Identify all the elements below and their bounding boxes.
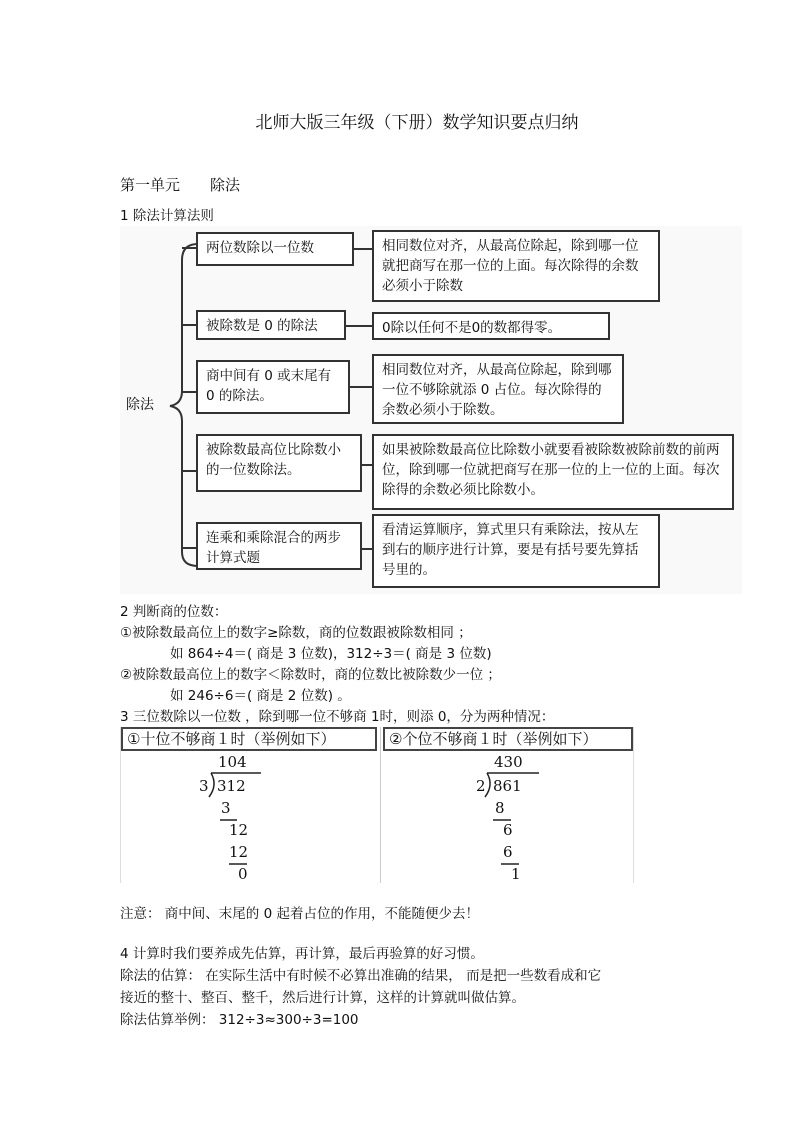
- rule-left-box-2: 被除数是 0 的除法: [196, 310, 346, 340]
- case1-divisor: 3: [199, 777, 209, 795]
- rule-right-box-1: 相同数位对齐，从最高位除起，除到哪一位就把商写在那一位的上面。每次除得的余数必须小于除数: [372, 230, 660, 302]
- rule-right-box-2: 0除以任何不是0的数都得零。: [372, 312, 610, 340]
- unit-topic: 除法: [210, 176, 241, 194]
- arrow-2: [346, 325, 374, 327]
- case2-step-3: 6: [503, 843, 513, 861]
- case2-division-bracket-icon: [121, 727, 633, 883]
- note-text: 注意： 商中间、末尾的 0 起着占位的作用，不能随便少去！: [120, 906, 479, 922]
- case2-step-1: 8: [495, 799, 505, 817]
- case1-quotient: 104: [218, 753, 247, 771]
- division-rules-diagram: [120, 226, 742, 594]
- estimation-line-2: 接近的整十、整百、整千，然后进行计算，这样的计算就叫做估算。: [120, 990, 525, 1006]
- rule-left-box-4: 被除数最高位比除数小的一位数除法。: [196, 434, 362, 492]
- rule-right-box-3: 相同数位对齐，从最高位除起，除到哪一位不够除就添 0 占位。每次除得的余数必须小于除数。: [372, 354, 624, 424]
- case1-label: ①十位不够商１时（举例如下）: [121, 727, 377, 751]
- arrow-3: [350, 386, 374, 388]
- rule-left-box-5: 连乘和乘除混合的两步计算式题: [196, 522, 362, 570]
- estimation-line-1: 除法的估算： 在实际生活中有时候不必算出准确的结果， 而是把一些数看成和它: [120, 968, 602, 984]
- case2-quotient: 430: [494, 753, 523, 771]
- case2-label: ②个位不够商１时（举例如下）: [383, 727, 633, 751]
- unit-heading: [120, 174, 240, 195]
- case2-divisor: 2: [476, 777, 486, 795]
- case1-step-4: 0: [238, 865, 248, 883]
- estimation-example: 除法估算举例： 312÷3≈300÷3=100: [120, 1012, 359, 1028]
- long-division-examples: [120, 727, 634, 883]
- case2-step-2: 6: [503, 821, 513, 839]
- rule-left-box-1: 两位数除以一位数: [196, 232, 354, 266]
- rule2-text: ②被除数最高位上的数字＜除数时，商的位数比被除数少一位 ；: [120, 667, 501, 683]
- example2-text: 如 246÷6＝( 商是 2 位数) 。: [170, 688, 351, 704]
- rule-right-box-5: 看清运算顺序，算式里只有乘除法，按从左到右的顺序进行计算，要是有括号要先算括号里的。: [372, 514, 660, 588]
- case1-step-1: 3: [221, 799, 231, 817]
- unit-name: 第一单元: [120, 176, 181, 194]
- case1-step-3: 12: [229, 843, 249, 861]
- section2-heading: 2 判断商的位数：: [120, 604, 228, 620]
- case1-dividend: 312: [217, 777, 246, 795]
- section1-heading: 1 除法计算法则: [120, 208, 214, 224]
- diagram-root-label: 除法: [126, 397, 154, 413]
- arrow-1: [354, 248, 374, 250]
- rule1-text: ①被除数最高位上的数字≥除数，商的位数跟被除数相同 ；: [120, 625, 472, 641]
- rule-left-box-3: 商中间有 0 或末尾有 0 的除法。: [196, 360, 350, 414]
- section4-heading: 4 计算时我们要养成先估算，再计算，最后再验算的好习惯。: [120, 946, 484, 962]
- case2-dividend: 861: [493, 777, 522, 795]
- page-title: 北师大版三年级（下册）数学知识要点归纳: [255, 113, 579, 133]
- section3-heading: 3 三位数除以一位数 ，除到哪一位不够商 1时，则添 0，分为两种情况：: [120, 709, 555, 725]
- case2-step-4: 1: [511, 865, 521, 883]
- case1-step-2: 12: [229, 821, 249, 839]
- rule-right-box-4: 如果被除数最高位比除数小就要看被除数被除前数的前两位，除到哪一位就把商写在那一位的上一位的上面。每次除得的余数必须比除数小。: [372, 434, 734, 510]
- example1-text: 如 864÷4＝( 商是 3 位数)，312÷3＝( 商是 3 位数): [170, 646, 492, 662]
